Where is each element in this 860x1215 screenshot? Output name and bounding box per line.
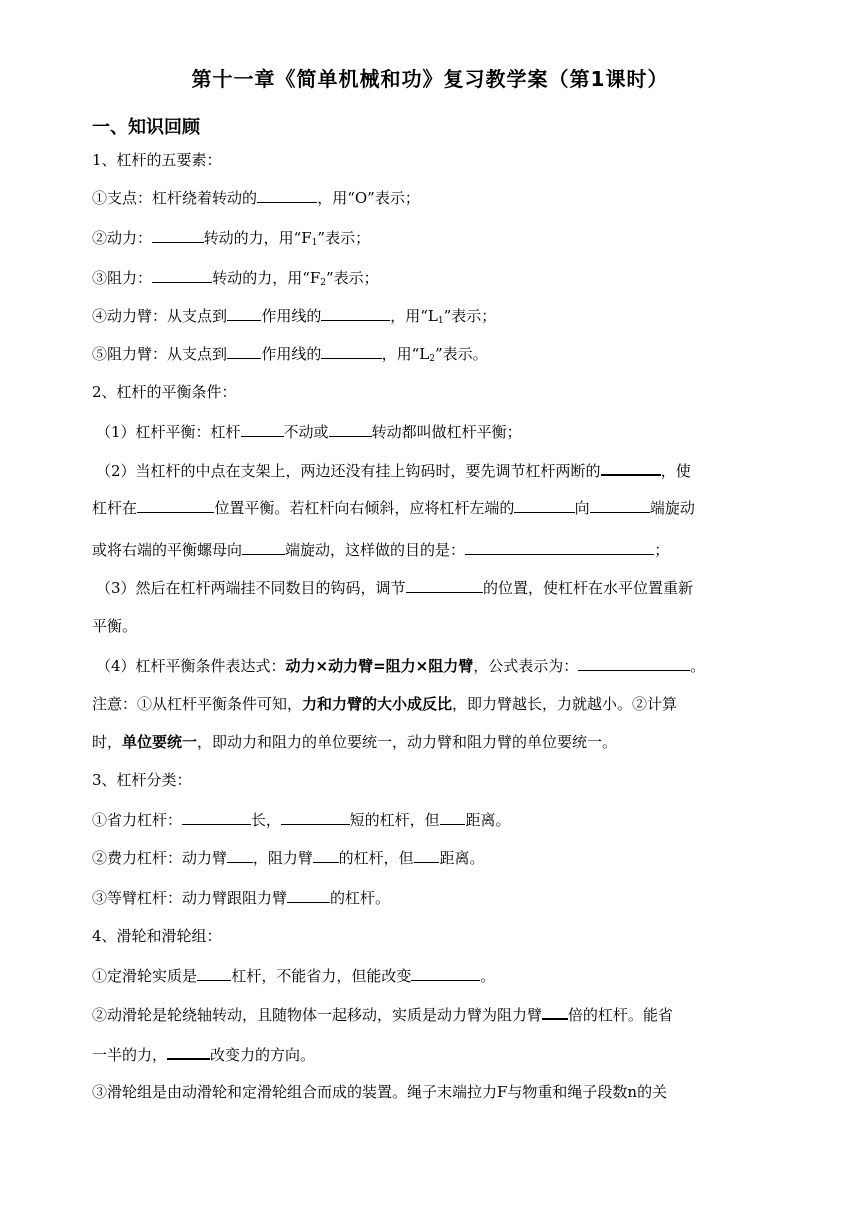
text-line-l1 — [92, 150, 222, 170]
text-line-l3 — [92, 228, 370, 253]
fill-in-blank[interactable] — [414, 848, 440, 863]
text-line-l6 — [92, 344, 488, 369]
text-run: 4、滑轮和滑轮组： — [92, 927, 222, 945]
fill-in-blank[interactable] — [542, 1004, 568, 1020]
text-run: ③等臂杠杆：动力臂跟阻力臂 — [92, 889, 288, 907]
text-run: 向 — [574, 499, 590, 517]
text-run: 转动的力，用“F — [203, 229, 312, 247]
text-run: 1、杠杆的五要素： — [92, 151, 222, 169]
text-run: 或将右端的平衡螺母向 — [92, 541, 243, 559]
text-run: 的杠杆。 — [330, 889, 391, 907]
fill-in-blank[interactable] — [465, 540, 654, 555]
fill-in-blank[interactable] — [406, 578, 483, 593]
text-run: （4）杠杆平衡条件表达式： — [96, 657, 286, 675]
fill-in-blank[interactable] — [321, 306, 390, 321]
fill-in-blank[interactable] — [227, 848, 253, 863]
text-run: 转动的力，用“F — [212, 269, 321, 287]
text-run: ，即力臂越长，力就越小。②计算 — [452, 695, 678, 713]
text-run: ”表示； — [326, 269, 379, 287]
text-run: ①定滑轮实质是 — [92, 967, 198, 985]
text-run: 平衡。 — [92, 617, 138, 635]
fill-in-blank[interactable] — [601, 460, 661, 476]
text-line-l9 — [96, 460, 691, 481]
fill-in-blank[interactable] — [411, 966, 480, 981]
text-run: 注意：①从杠杆平衡条件可知， — [92, 695, 303, 713]
text-line-l20 — [92, 888, 390, 908]
text-run: 时， — [92, 733, 123, 751]
text-run: 2、杠杆的平衡条件： — [92, 383, 237, 401]
text-line-l25 — [92, 1082, 667, 1102]
bold-text-run: 力和力臂的大小成反比 — [302, 695, 453, 713]
text-run: 倍的杠杆。能省 — [567, 1006, 673, 1024]
text-run: 短的杠杆，但 — [349, 811, 440, 829]
text-run: ①支点：杠杆绕着转动的 — [92, 189, 258, 207]
text-run: 。 — [480, 967, 496, 985]
text-run: 的杠杆，但 — [338, 849, 414, 867]
text-run: 作用线的 — [261, 307, 322, 325]
fill-in-blank[interactable] — [197, 966, 231, 981]
text-run: ，即动力和阻力的单位要统一，动力臂和阻力臂的单位要统一。 — [197, 733, 618, 751]
text-line-l22 — [92, 966, 495, 986]
fill-in-blank[interactable] — [241, 422, 284, 437]
text-run: ②动力： — [92, 229, 153, 247]
text-line-l2 — [92, 188, 420, 208]
text-run: ⑤阻力臂：从支点到 — [92, 345, 228, 363]
text-line-l15 — [92, 694, 677, 714]
text-line-l18 — [92, 810, 510, 830]
text-run: ”表示； — [443, 307, 497, 325]
fill-in-blank[interactable] — [514, 498, 574, 513]
text-run: ，公式表示为： — [473, 657, 579, 675]
text-run: ①省力杠杆： — [92, 811, 183, 829]
fill-in-blank[interactable] — [440, 810, 466, 825]
text-run: 距离。 — [439, 849, 485, 867]
fill-in-blank[interactable] — [182, 810, 251, 825]
text-line-l14 — [96, 656, 705, 676]
text-run: ③阻力： — [92, 269, 153, 287]
text-run: ”表示； — [317, 229, 371, 247]
text-line-l11 — [92, 540, 669, 560]
text-line-l24 — [92, 1044, 315, 1065]
text-run: ； — [654, 541, 670, 559]
text-run: 不动或 — [283, 423, 329, 441]
text-line-l5 — [92, 306, 496, 331]
text-line-l7 — [92, 382, 237, 402]
text-line-l13 — [92, 616, 137, 636]
fill-in-blank[interactable] — [590, 498, 650, 513]
fill-in-blank[interactable] — [167, 1044, 210, 1060]
text-run: 的位置，使杠杆在水平位置重新 — [482, 579, 693, 597]
text-run: 端旋动 — [649, 499, 695, 517]
text-run: 转动都叫做杠杆平衡； — [371, 423, 522, 441]
fill-in-blank[interactable] — [152, 228, 204, 243]
text-run: 3、杠杆分类： — [92, 771, 192, 789]
text-run: ”表示。 — [434, 345, 488, 363]
fill-in-blank[interactable] — [321, 344, 381, 359]
page-title: 第十一章《简单机械和功》复习教学案（第1课时） — [191, 67, 669, 91]
fill-in-blank[interactable] — [152, 268, 212, 283]
subscript: 2 — [429, 354, 435, 364]
text-run: ，阻力臂 — [252, 849, 313, 867]
text-run: （3）然后在杠杆两端挂不同数目的钩码，调节 — [96, 579, 406, 597]
text-line-l19 — [92, 848, 484, 868]
fill-in-blank[interactable] — [227, 306, 261, 321]
fill-in-blank[interactable] — [287, 888, 330, 903]
fill-in-blank[interactable] — [137, 498, 214, 513]
text-run: 杠杆在 — [92, 499, 138, 517]
text-line-l21 — [92, 926, 222, 946]
text-run: ，用“L — [390, 307, 438, 325]
text-run: ④动力臂：从支点到 — [92, 307, 228, 325]
text-line-l4 — [92, 268, 379, 293]
bold-text-run: 动力×动力臂=阻力×阻力臂 — [285, 657, 474, 675]
text-run: 一半的力， — [92, 1046, 168, 1064]
text-run: 改变力的方向。 — [210, 1046, 316, 1064]
text-run: ，用“O”表示； — [317, 189, 420, 207]
text-line-l12 — [96, 578, 693, 598]
text-line-l8 — [96, 422, 522, 442]
text-run: （2）当杠杆的中点在支架上，两边还没有挂上钩码时，要先调节杠杆两断的 — [96, 462, 601, 480]
text-line-l23 — [92, 1004, 673, 1025]
text-run: ②动滑轮是轮绕轴转动，且随物体一起移动，实质是动力臂为阻力臂 — [92, 1006, 543, 1024]
text-run: （1）杠杆平衡：杠杆 — [96, 423, 241, 441]
text-run: 长， — [250, 811, 281, 829]
text-run: 端旋动，这样做的目的是： — [285, 541, 466, 559]
text-line-l17 — [92, 770, 192, 790]
text-run: ，使 — [660, 462, 691, 480]
text-run: 距离。 — [465, 811, 511, 829]
text-line-l10 — [92, 498, 695, 518]
subscript: 1 — [311, 238, 318, 248]
text-line-l16 — [92, 732, 617, 752]
fill-in-blank[interactable] — [281, 810, 350, 825]
fill-in-blank[interactable] — [578, 656, 690, 671]
bold-text-run: 单位要统一 — [122, 733, 198, 751]
fill-in-blank[interactable] — [257, 188, 317, 203]
fill-in-blank[interactable] — [329, 422, 372, 437]
subscript: 2 — [320, 278, 327, 288]
text-run: 。 — [690, 657, 706, 675]
text-run: ②费力杠杆：动力臂 — [92, 849, 228, 867]
fill-in-blank[interactable] — [242, 540, 285, 555]
text-run: 作用线的 — [261, 345, 322, 363]
text-run: ③滑轮组是由动滑轮和定滑轮组合而成的装置。绳子末端拉力F与物重和绳子段数n的关 — [92, 1083, 668, 1101]
text-run: ，用“L — [381, 345, 430, 363]
text-run: 位置平衡。若杠杆向右倾斜，应将杠杆左端的 — [214, 499, 515, 517]
fill-in-blank[interactable] — [313, 848, 339, 863]
fill-in-blank[interactable] — [227, 344, 261, 359]
section-heading: 一、知识回顾 — [92, 117, 200, 138]
subscript: 1 — [437, 316, 444, 326]
text-run: 杠杆，不能省力，但能改变 — [231, 967, 412, 985]
